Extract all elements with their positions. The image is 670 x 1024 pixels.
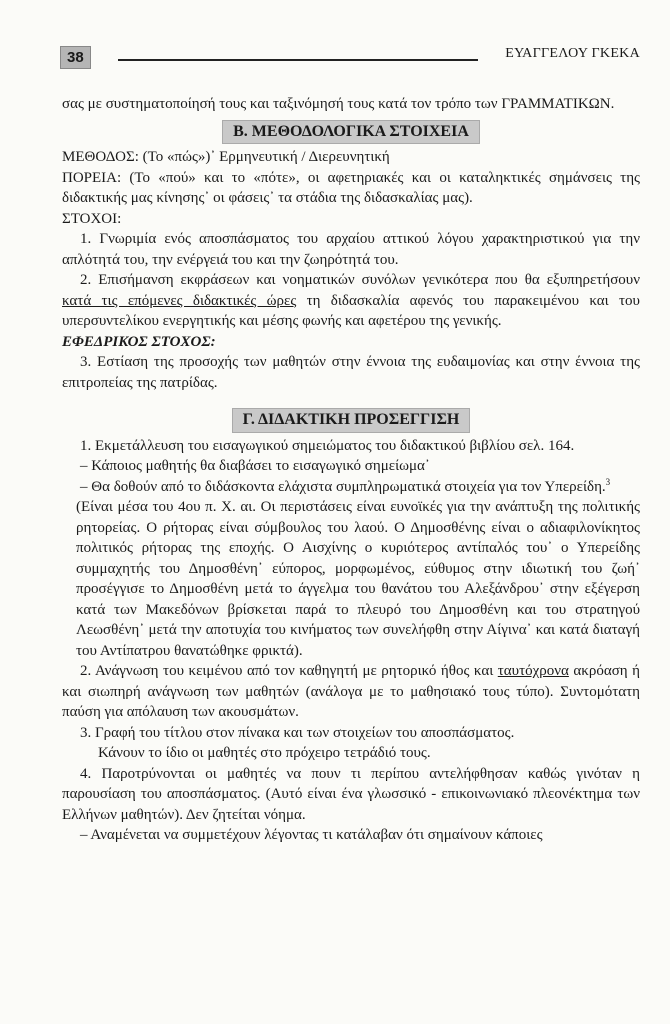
step-4: 4. Παροτρύνονται οι μαθητές να πουν τι περίπου αντελήφθησαν καθώς γινόταν η παρουσίαση του αποσπάσματος. (Αυτό είναι ένα γλωσσικό - επικοινωνιακό πλεονέκτημα των Ελλήνων μαθητών). Δεν ζητείται νόημα. (62, 765, 640, 823)
page-number: 38 (60, 46, 91, 69)
goal-2-underlined: κατά τις επόμενες διδακτικές ώρες (62, 292, 297, 309)
dash-item-3: – Αναμένεται να συμμετέχουν λέγοντας τι κατάλαβαν ότι σημαίνουν κάποιες (80, 827, 543, 843)
step-2-underlined: ταυτόχρονα (497, 663, 569, 679)
course-line: ΠΟΡΕΙΑ: (Το «πού» και το «πότε», οι αφετηριακές και οι καταληκτικές σημάνσεις της διδακτικής μας κίνησης᾿ οι φάσεις᾿ τα στάδια της διδασκαλίας μας). (62, 169, 640, 206)
header-rule (118, 59, 478, 61)
goal-1: 1. Γνωριμία ενός αποσπάσματος του αρχαίου αττικού λόγου χαρακτηριστικού για την απλότητά του, την ενέργειά του και την ζωηρότητά του. (62, 231, 640, 268)
section-c-title: Γ. ΔΙΔΑΚΤΙΚΗ ΠΡΟΣΕΓΓΙΣΗ (232, 408, 471, 433)
goal-2 (62, 270, 640, 332)
step-3: 3. Γραφή του τίτλου στον πίνακα και των στοιχείων του αποσπάσματος. (80, 724, 515, 741)
goal-3: 3. Εστίαση της προσοχής των μαθητών στην έννοια της ευδαιμονίας και στην έννοια της επιτροπείας της πατρίδας. (62, 354, 640, 391)
goal-2-text-end: τη διδασκαλία αφενός του παρακειμένου και του υπερσυντελίκου ενεργητικής και μέσης φωνής και αφετέρου της γενικής. (62, 292, 640, 329)
page-body (62, 94, 640, 846)
running-head: ΕΥΑΓΓΕΛΟΥ ΓΚΕΚΑ (505, 46, 640, 61)
section-b-heading (62, 120, 640, 145)
goals-label: ΣΤΟΧΟΙ: (62, 210, 122, 227)
historical-note: (Είναι μέσα του 4ου π. Χ. αι. Οι περιστάσεις είναι ευνοϊκές για την ανάπτυξη της πολιτικής ρητορείας. Ο ρήτορας είναι σύμβουλος του λαού. Ο Δημοσθένης είναι ο αδιαφιλονίκητος πολιτικός ρήτορας της εποχής. Ο Αισχίνης ο κυριότερος αντίπαλός του᾿ ο Υπερείδης συμμαχητής του Δημοσθένη᾿ εύπορος, μορφωμένος, εύθυμος στην ιδιωτική του ζωή᾿ προσέγγισε το Δημοσθένη μετά το άγγελμα του θανάτου του Αλεξάνδρου᾿ στην εξέγερση κατά των Μακεδόνων βρίσκεται παρά το πλευρό του Δημοσθένη και του στρατηγού Λεωσθένη᾿ μετά την αποτυχία του κινήματος των συνελήφθη στην Αίγινα᾿ και κατά διαταγή του Αντίπατρου θανατώθηκε φρικτά). (76, 499, 640, 659)
method-line: ΜΕΘΟΔΟΣ: (Το «πώς»)᾿ Ερμηνευτική / Διερευνητική (62, 149, 390, 165)
secondary-goal-label: ΕΦΕΔΡΙΚΟΣ ΣΤΟΧΟΣ: (62, 333, 216, 350)
dash-item-1: – Κάποιος μαθητής θα διαβάσει το εισαγωγικό σημείωμα᾿ (80, 458, 430, 474)
step-2-text: 2. Ανάγνωση του κειμένου από τον καθηγητή με ρητορικό ήθος και (80, 663, 498, 679)
section-c-heading (62, 408, 640, 433)
step-3-sub: Κάνουν το ίδιο οι μαθητές στο πρόχειρο τετράδιό τους. (98, 745, 431, 761)
section-b-title: Β. ΜΕΘΟΔΟΛΟΓΙΚΑ ΣΤΟΙΧΕΙΑ (222, 120, 480, 145)
intro-paragraph: σας με συστηματοποίησή τους και ταξινόμησή τους κατά τον τρόπο των ΓΡΑΜΜΑΤΙΚΩΝ. (62, 96, 615, 112)
page-header (60, 46, 640, 72)
step-1: 1. Εκμετάλλευση του εισαγωγικού σημειώματος του διδακτικού βιβλίου σελ. 164. (80, 437, 575, 454)
step-2-text-end: ακρόαση ή και σιωπηρή ανάγνωση των μαθητών (ανάλογα με το μαθησιακό τους τύπο). Συντομότατη παύση για απόλαυση των ακουσμάτων. (62, 663, 640, 720)
step-2 (62, 661, 640, 723)
dash-item-2 (62, 477, 640, 498)
dash-item-2-text: – Θα δοθούν από το διδάσκοντα ελάχιστα συμπληρωματικά στοιχεία για τον Υπερείδη. (80, 478, 606, 495)
footnote-marker: 3 (605, 476, 611, 487)
goal-2-text: 2. Επισήμανση εκφράσεων και νοηματικών συνόλων γενικότερα που θα εξυπηρετήσουν (80, 272, 640, 288)
